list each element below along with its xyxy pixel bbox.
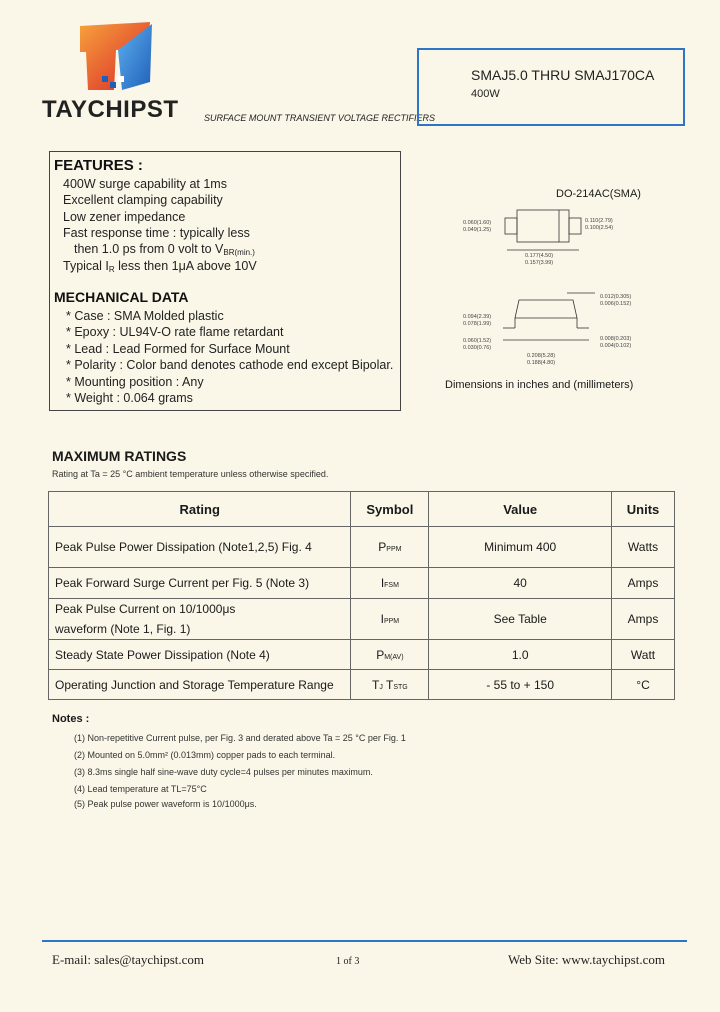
note-item: (5) Peak pulse power waveform is 10/1000μs. — [74, 799, 257, 809]
col-header-rating: Rating — [49, 492, 351, 527]
dim-label: 0.008(0.203) — [600, 336, 632, 342]
footer-website: Web Site: www.taychipst.com — [508, 952, 665, 967]
dim-label: 0.004(0.102) — [600, 343, 632, 349]
rating-cell: Steady State Power Dissipation (Note 4) — [49, 640, 351, 670]
rating-cell — [49, 599, 351, 640]
page-number: 1 of 3 — [336, 956, 360, 967]
col-header-value: Value — [429, 492, 612, 527]
dim-label: 0.094(2.39) — [463, 314, 492, 320]
rating-cell: Peak Pulse Power Dissipation (Note1,2,5) Fig. 4 — [49, 527, 351, 568]
units-cell: Watts — [612, 527, 675, 568]
units-cell: Amps — [612, 568, 675, 599]
brand-name: TAYCHIPST — [42, 96, 179, 123]
symbol-cell — [351, 568, 429, 599]
feature-item: Fast response time : typically less — [63, 226, 250, 240]
dimensions-caption: Dimensions in inches and (millimeters) — [445, 379, 634, 391]
units-cell: Watt — [612, 640, 675, 670]
feature-item-continued — [74, 242, 255, 257]
symbol-main: I — [380, 576, 385, 590]
symbol-sub: J — [379, 683, 383, 691]
rating-cell: Peak Forward Surge Current per Fig. 5 (Note 3) — [49, 568, 351, 599]
table-row — [49, 670, 675, 700]
symbol-main: P — [376, 647, 385, 662]
table-row — [49, 568, 675, 599]
response-text: then 1.0 ps from 0 volt to V — [74, 242, 224, 256]
symbol-sub: PPM — [386, 546, 402, 553]
dim-label: 0.188(4.80) — [527, 360, 556, 366]
symbol-sub: M(AV) — [384, 653, 404, 661]
product-tagline: SURFACE MOUNT TRANSIENT VOLTAGE RECTIFIERS — [204, 113, 436, 123]
ir-subscript: R — [108, 265, 115, 274]
value-cell: - 55 to + 150 — [429, 670, 612, 700]
footer-email: E-mail: sales@taychipst.com — [52, 952, 205, 967]
mechanical-item: * Weight : 0.064 grams — [66, 391, 193, 405]
symbol-main: P — [378, 540, 387, 554]
typical-text: Typical I — [63, 259, 109, 273]
logo-mark-icon — [40, 20, 200, 96]
max-ratings-title: MAXIMUM RATINGS — [52, 448, 187, 464]
note-item: (4) Lead temperature at TL=75°C — [74, 784, 207, 794]
note-item: (1) Non-repetitive Current pulse, per Fig. 3 and derated above Ta = 25 °C per Fig. 1 — [74, 733, 406, 743]
dim-label: 0.006(0.152) — [600, 301, 632, 307]
note-item: (2) Mounted on 5.0mm² (0.013mm) copper pads to each terminal. — [74, 750, 336, 760]
symbol-sub: FSM — [384, 582, 399, 589]
dim-label: 0.030(0.76) — [463, 345, 492, 351]
dim-label: 0.060(1.52) — [463, 338, 492, 344]
package-label: DO-214AC(SMA) — [556, 188, 641, 200]
dim-label: 0.012(0.305) — [600, 294, 632, 300]
table-header-row — [49, 492, 675, 527]
mechanical-item: * Polarity : Color band denotes cathode end except Bipolar. — [66, 358, 394, 372]
typical-text-end: less then 1μA above 10V — [114, 259, 257, 273]
dim-label: 0.157(3.99) — [525, 260, 554, 266]
table-row — [49, 527, 675, 568]
symbol-main: I — [380, 612, 384, 626]
symbol-main: T — [372, 677, 380, 692]
dim-label: 0.060(1.60) — [463, 220, 492, 226]
mechanical-title: MECHANICAL DATA — [54, 289, 189, 305]
package-dimension-drawing — [455, 200, 655, 375]
rating-line: Peak Pulse Current on 10/1000μs — [55, 602, 236, 616]
mechanical-item: * Case : SMA Molded plastic — [66, 309, 224, 323]
col-header-units: Units — [612, 492, 675, 527]
table-row — [49, 640, 675, 670]
power-rating: 400W — [471, 88, 500, 100]
rating-cell: Operating Junction and Storage Temperature Range — [49, 670, 351, 700]
symbol-cell — [351, 527, 429, 568]
max-ratings-subtitle: Rating at Ta = 25 °C ambient temperature unless otherwise specified. — [52, 469, 329, 479]
mechanical-item: * Mounting position : Any — [66, 375, 204, 389]
footer-divider — [42, 940, 687, 942]
vbr-subscript: BR(min.) — [223, 248, 255, 257]
symbol-cell — [351, 670, 429, 700]
table-row — [49, 599, 675, 640]
units-cell: °C — [612, 670, 675, 700]
feature-item: 400W surge capability at 1ms — [63, 177, 227, 191]
feature-item: Low zener impedance — [63, 210, 186, 224]
features-title: FEATURES : — [54, 157, 143, 174]
feature-item: Excellent clamping capability — [63, 193, 223, 207]
symbol-main: T — [382, 677, 394, 692]
dim-label: 0.078(1.99) — [463, 321, 492, 327]
note-item: (3) 8.3ms single half sine-wave duty cycle=4 pulses per minutes maximum. — [74, 767, 373, 777]
dim-label: 0.177(4.50) — [525, 253, 554, 259]
dim-label: 0.049(1.25) — [463, 227, 492, 233]
part-range: SMAJ5.0 THRU SMAJ170CA — [471, 67, 655, 83]
value-cell: Minimum 400 — [429, 527, 612, 568]
dim-label: 0.100(2.54) — [585, 225, 614, 231]
value-cell: 40 — [429, 568, 612, 599]
value-cell: See Table — [429, 599, 612, 640]
dimension-labels — [463, 218, 631, 366]
symbol-cell — [351, 599, 429, 640]
units-cell: Amps — [612, 599, 675, 640]
mechanical-item: * Epoxy : UL94V-O rate flame retardant — [66, 325, 284, 339]
col-header-symbol: Symbol — [351, 492, 429, 527]
feature-item — [63, 259, 257, 274]
ratings-table — [48, 491, 675, 700]
dim-label: 0.208(5.28) — [527, 353, 556, 359]
rating-line: waveform (Note 1, Fig. 1) — [55, 622, 191, 636]
value-cell: 1.0 — [429, 640, 612, 670]
features-box — [49, 151, 401, 411]
mechanical-item: * Lead : Lead Formed for Surface Mount — [66, 342, 290, 356]
part-title-box — [417, 48, 685, 126]
symbol-sub: PPM — [383, 618, 400, 625]
dim-label: 0.110(2.79) — [585, 218, 613, 224]
notes-title: Notes : — [52, 713, 90, 725]
symbol-cell — [351, 640, 429, 670]
symbol-sub: STG — [393, 683, 408, 691]
